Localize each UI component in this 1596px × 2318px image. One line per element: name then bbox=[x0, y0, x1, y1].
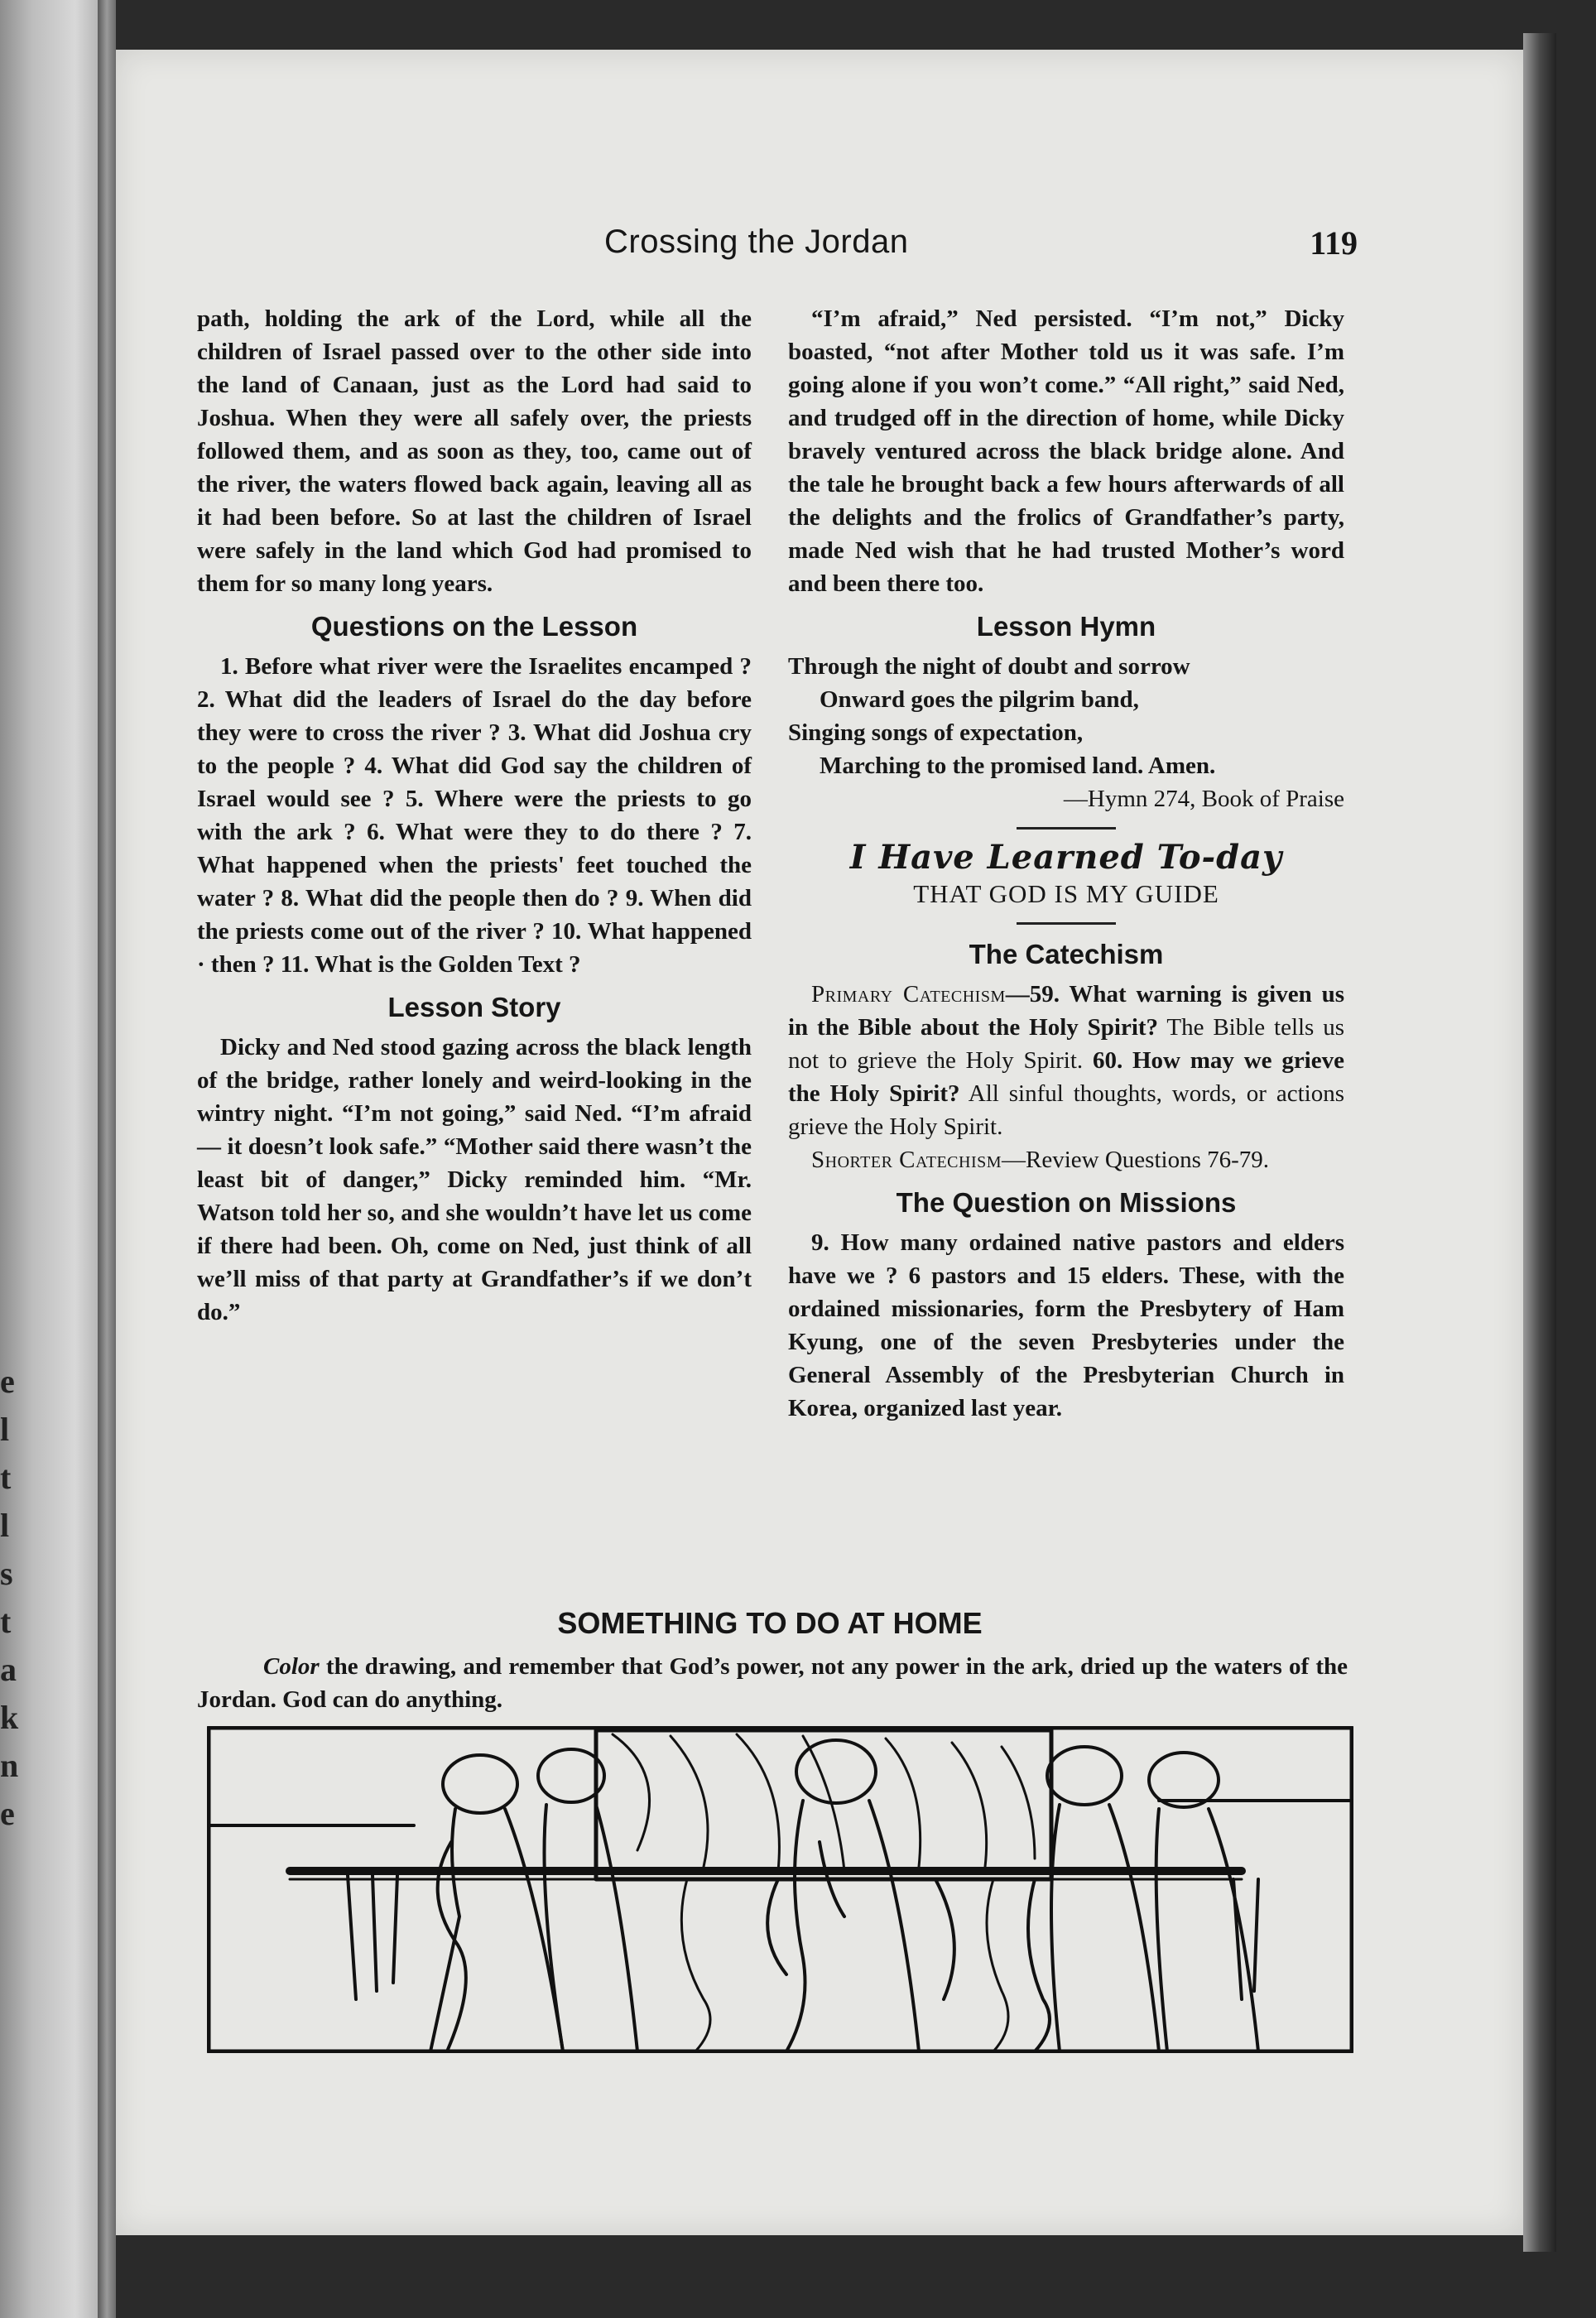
page-number: 119 bbox=[1310, 224, 1358, 262]
question-59: —59. What warning is given us in the Bible about the Holy Spirit? bbox=[788, 981, 1344, 1041]
divider-rule bbox=[1017, 922, 1116, 925]
priest-figure bbox=[348, 1755, 563, 2051]
home-activity-text bbox=[197, 1650, 1348, 1716]
ark-coloring-drawing bbox=[207, 1726, 1353, 2053]
home-activity-title: SOMETHING TO DO AT HOME bbox=[557, 1606, 983, 1640]
left-column bbox=[197, 302, 752, 1329]
question-60: 60. How may we grieve the Holy Spirit? bbox=[788, 1047, 1344, 1107]
facing-page-edge bbox=[0, 0, 108, 2318]
shorter-catechism bbox=[788, 1143, 1344, 1176]
running-title: Crossing the Jordan bbox=[604, 224, 909, 260]
priest-figure bbox=[767, 1740, 954, 2051]
right-column bbox=[788, 302, 1344, 1425]
story-continued: “I’m afraid,” Ned persisted. “I’m not,” Dicky boasted, “not after Mother told us it was safe. I’m going alone if you won’t come.” “All right,” said Ned, and trudged off in the direction of home, while Dicky bravely ventured across the black bridge alone. And the tale he brought back a few hours afterwards of all the delights and the frolics of Grandfather’s party, made Ned wish that he had trusted Mother’s word and been there too. bbox=[788, 305, 1344, 597]
answer-60: All sinful thoughts, words, or actions grieve the Holy Spirit. bbox=[788, 1080, 1344, 1140]
learned-today-title: I Have Learned To-day bbox=[849, 838, 1283, 877]
color-word: Color bbox=[263, 1653, 320, 1680]
primary-catechism bbox=[788, 978, 1344, 1143]
priest-figure bbox=[1028, 1747, 1159, 2051]
hymn-line: Onward goes the pilgrim band, bbox=[820, 686, 1139, 713]
hanging-cloth bbox=[681, 1879, 710, 2051]
questions-text: 1. Before what river were the Israelites encamped ? 2. What did the leaders of Israel do the day before they were to cross the river ? 3. What did Joshua cry to the people ? 4. What did God say the children of Israel would see ? 5. Where were the priests to go with the ark ? 6. What were they to do there ? 7. What happened when the priests' feet touched the water ? 8. What did the people then do ? 9. When did the priests come out of the river ? 10. What happened · then ? 11. What is the Golden Text ? bbox=[197, 653, 752, 978]
lesson-story-text: Dicky and Ned stood gazing across the black length of the bridge, rather lonely and weird-looking in the wintry night. “I’m not going,” said Ned. “I’m afraid— it doesn’t look safe.” “Mother said there wasn’t the least bit of danger,” Dicky reminded him. “Mr. Watson told her so, and she wouldn’t have let us come if there had been. Oh, come on Ned, just think of all we’ll miss of that party at Grandfather’s if we don’t do.” bbox=[197, 1034, 752, 1325]
hymn-verse bbox=[788, 650, 1344, 815]
missions-heading: The Question on Missions bbox=[896, 1187, 1237, 1218]
lesson-story-heading: Lesson Story bbox=[387, 992, 561, 1022]
learned-today-subtitle: THAT GOD IS MY GUIDE bbox=[913, 879, 1219, 908]
hymn-heading: Lesson Hymn bbox=[976, 611, 1156, 642]
shorter-catechism-label: Shorter Catechism bbox=[811, 1147, 1002, 1173]
hymn-line: Singing songs of expectation, bbox=[788, 719, 1084, 746]
book-gutter bbox=[98, 0, 116, 2318]
facing-page-letters: e l t l s t a k n e bbox=[0, 1363, 19, 1832]
missions-text: 9. How many ordained native pastors and elders have we ? 6 pastors and 15 elders. These, with the ordained missionaries, form the Presbytery of Ham Kyung, one of the seven Presbyteries under the General Assembly of the Presbyterian Church in Korea, organized last year. bbox=[788, 1229, 1344, 1421]
home-activity-body: the drawing, and remember that God’s power, not any power in the ark, dried up the waters of the Jordan. God can do anything. bbox=[197, 1653, 1348, 1713]
catechism-heading: The Catechism bbox=[969, 939, 1164, 969]
primary-catechism-label: Primary Catechism bbox=[811, 981, 1006, 1008]
hymn-source: —Hymn 274, Book of Praise bbox=[1063, 786, 1344, 812]
story-intro: path, holding the ark of the Lord, while all the children of Israel passed over to the other side into the land of Canaan, just as the Lord had said to Joshua. When they were all safely over, the priests followed them, and as soon as they, too, came out of the river, the waters flowed back again, leaving all as it had been before. So at last the children of Israel were safely in the land which God had promised to them for so many long years. bbox=[197, 305, 752, 597]
drawing-frame bbox=[209, 1728, 1352, 2051]
page-edge-shadow bbox=[1523, 33, 1556, 2252]
hanging-cloth bbox=[987, 1879, 1008, 2051]
hymn-line: Marching to the promised land. Amen. bbox=[820, 753, 1216, 779]
hymn-line: Through the night of doubt and sorrow bbox=[788, 653, 1190, 680]
questions-heading: Questions on the Lesson bbox=[310, 611, 638, 642]
priest-figure bbox=[538, 1749, 637, 2051]
shorter-catechism-text: —Review Questions 76-79. bbox=[1002, 1147, 1270, 1173]
priest-figure bbox=[1149, 1753, 1258, 2051]
divider-rule bbox=[1017, 827, 1116, 830]
answer-59: The Bible tells us not to grieve the Holy Spirit. bbox=[788, 1014, 1344, 1074]
running-header bbox=[497, 224, 1358, 273]
